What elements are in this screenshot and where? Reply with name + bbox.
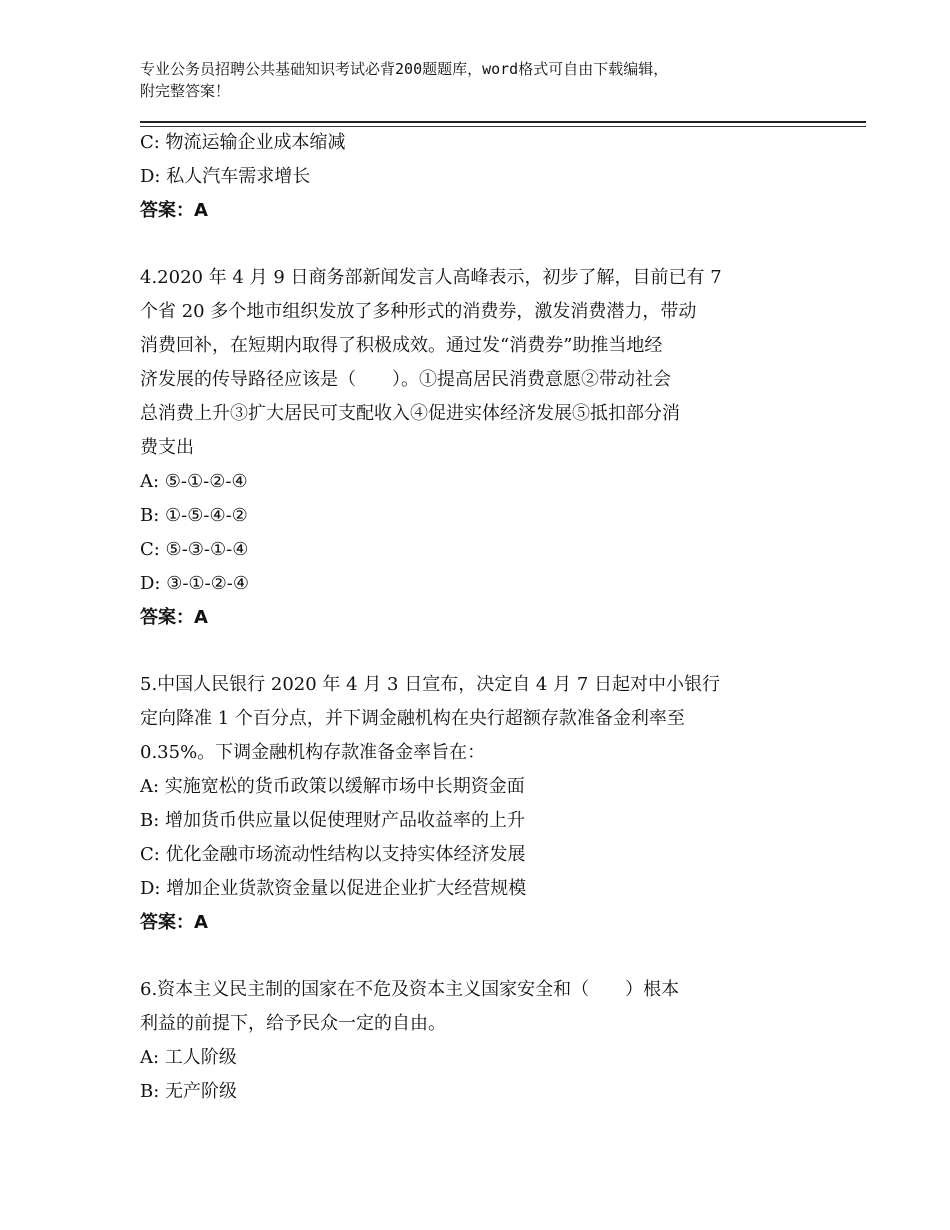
question-6 xyxy=(140,973,820,1109)
option-c: C: 物流运输企业成本缩减 xyxy=(140,132,346,153)
option-c: C: 优化金融市场流动性结构以支持实体经济发展 xyxy=(140,844,526,865)
question-text-line: 济发展的传导路径应该是（ ）。①提高居民消费意愿②带动社会 xyxy=(140,369,671,390)
header-rule-thick xyxy=(140,121,866,123)
question-text-line: 6.资本主义民主制的国家在不危及资本主义国家安全和（ ）根本 xyxy=(140,979,680,1000)
question-text-line: 5.中国人民银行 2020 年 4 月 3 日宣布，决定自 4 月 7 日起对中小银行 xyxy=(140,674,721,695)
option-b: B: ①-⑤-④-② xyxy=(140,505,248,526)
header-line-1: 专业公务员招聘公共基础知识考试必背200题题库，word格式可自由下载编辑， xyxy=(140,60,669,78)
option-d: D: 私人汽车需求增长 xyxy=(140,166,311,187)
question-text-line: 个省 20 多个地市组织发放了多种形式的消费券，激发消费潜力，带动 xyxy=(140,301,697,322)
option-d: D: ③-①-②-④ xyxy=(140,573,250,594)
option-a: A: 实施宽松的货币政策以缓解市场中长期资金面 xyxy=(140,776,525,797)
document-body xyxy=(140,126,820,1109)
question-text-line: 0.35%。下调金融机构存款准备金率旨在： xyxy=(140,742,486,763)
question-text-line: 总消费上升③扩大居民可支配收入④促进实体经济发展⑤抵扣部分消 xyxy=(140,403,680,424)
question-text-line: 消费回补，在短期内取得了积极成效。通过发“消费券”助推当地经 xyxy=(140,335,663,356)
question-5 xyxy=(140,668,820,940)
header-line-2: 附完整答案！ xyxy=(140,82,231,100)
answer: 答案：A xyxy=(140,607,208,628)
question-4 xyxy=(140,261,820,635)
question-3-tail xyxy=(140,126,820,228)
question-text-line: 定向降准 1 个百分点，并下调金融机构在央行超额存款准备金利率至 xyxy=(140,708,685,729)
option-d: D: 增加企业货款资金量以促进企业扩大经营规模 xyxy=(140,878,527,899)
option-a: A: 工人阶级 xyxy=(140,1047,237,1068)
option-b: B: 增加货币供应量以促使理财产品收益率的上升 xyxy=(140,810,526,831)
question-text-line: 4.2020 年 4 月 9 日商务部新闻发言人高峰表示，初步了解，目前已有 7 xyxy=(140,267,722,288)
answer: 答案：A xyxy=(140,912,208,933)
option-a: A: ⑤-①-②-④ xyxy=(140,471,248,492)
option-b: B: 无产阶级 xyxy=(140,1081,238,1102)
question-text-line: 利益的前提下，给予民众一定的自由。 xyxy=(140,1013,446,1034)
option-c: C: ⑤-③-①-④ xyxy=(140,539,249,560)
answer: 答案：A xyxy=(140,200,208,221)
page-header xyxy=(140,58,840,102)
question-text-line: 费支出 xyxy=(140,437,194,458)
